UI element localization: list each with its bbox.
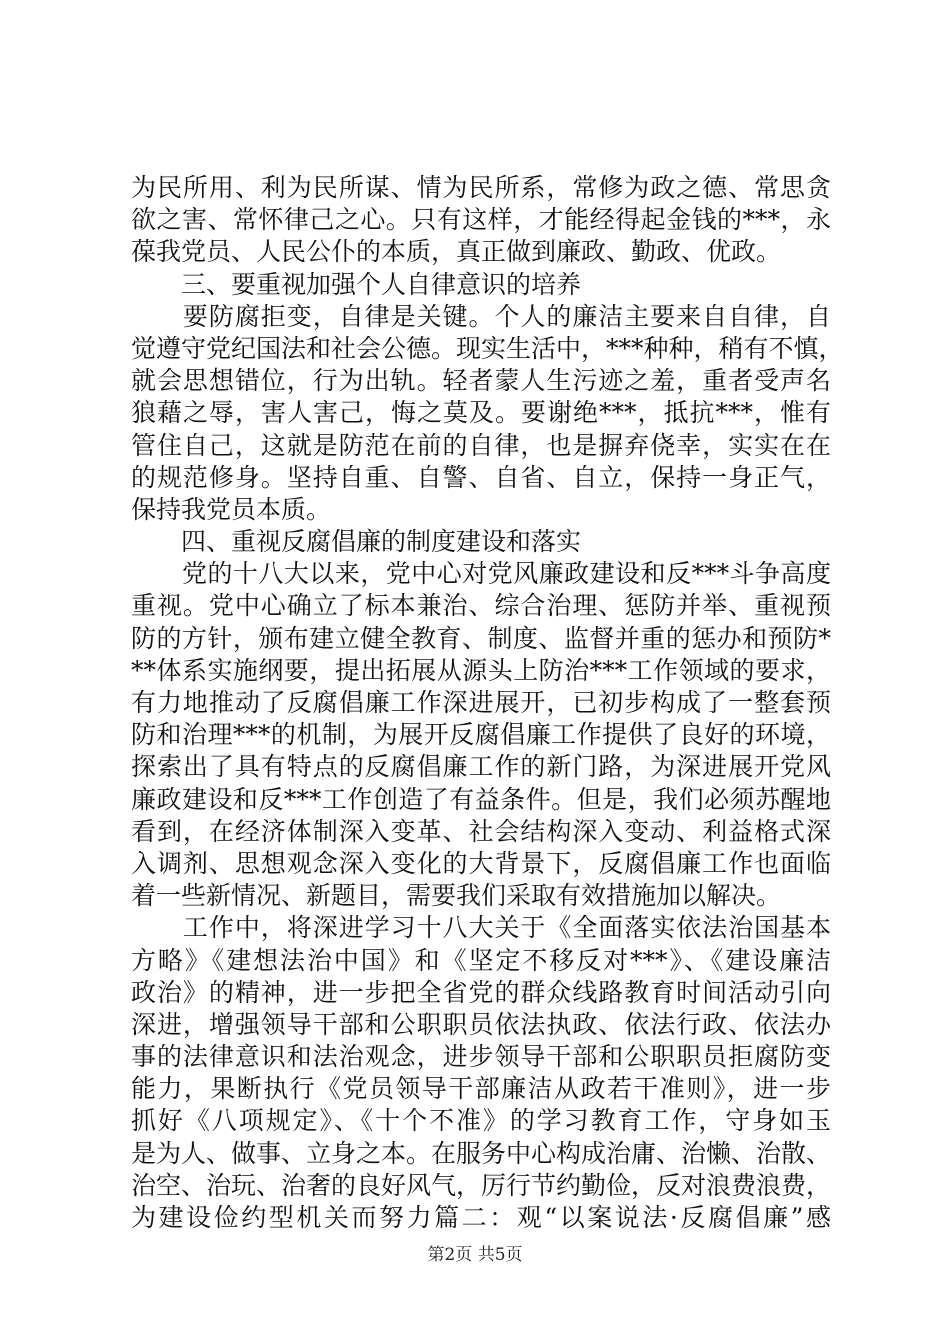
text-line: 觉遵守党纪国法和社会公德。现实生活中，***种种，稍有不慎， [131,333,844,363]
text-line: 入调剂、思想观念深入变化的大背景下，反腐倡廉工作也面临 [131,848,831,878]
text-line: 防的方针，颁布建立健全教育、制度、监督并重的惩办和预防* [131,623,831,653]
text-line: 政治》的精神，进一步把全省党的群众线路教育时间活动引向 [131,977,831,1007]
text-line: 廉政建设和反***工作创造了有益条件。但是，我们必须苏醒地 [131,784,831,814]
text-line: 为建设俭约型机关而努力篇二：观“以案说法·反腐倡廉”感 [131,1203,831,1232]
text-line: 方略》《建想法治中国》和《坚定不移反对***》、《建设廉洁 [131,945,831,975]
text-line: 着一些新情况、新题目，需要我们采取有效措施加以解决。 [131,881,782,911]
text-line: 防和治理***的机制，为展开反腐倡廉工作提供了良好的环境， [131,720,831,750]
text-line: 要防腐拒变，自律是关键。个人的廉洁主要来自自律，自 [131,301,831,331]
page-footer: 第2页 共5页 [427,1245,523,1265]
text-line: 欲之害、常怀律己之心。只有这样，才能经得起金钱的***，永 [131,205,831,235]
text-line: 治空、治玩、治奢的良好风气，厉行节约勤俭，反对浪费浪费， [131,1170,832,1200]
text-line: 葆我党员、人民公仆的本质，真正做到廉政、勤政、优政。 [131,237,782,267]
text-line: 是为人、做事、立身之本。在服务中心构成治庸、治懒、治散、 [131,1138,832,1168]
text-line: 管住自己，这就是防范在前的自律，也是摒弃侥幸，实实在在 [131,430,831,460]
text-line: 探索出了具有特点的反腐倡廉工作的新门路，为深进展开党风 [131,752,831,782]
section-heading: 四、重视反腐倡廉的制度建设和落实 [131,527,582,557]
text-line: 为民所用、利为民所谋、情为民所系，常修为政之德、常思贪 [131,173,831,202]
text-line: **体系实施纲要，提出拓展从源头上防治***工作领域的要求， [131,655,831,685]
section-heading: 三、要重视加强个人自律意识的培养 [131,269,582,299]
text-line: 深进，增强领导干部和公职职员依法执政、依法行政、依法办 [131,1009,831,1039]
text-line: 看到，在经济体制深入变革、社会结构深入变动、利益格式深 [131,816,831,846]
body-text [131,172,844,1234]
text-line: 就会思想错位，行为出轨。轻者蒙人生污迹之羞，重者受声名 [131,366,831,396]
text-line: 党的十八大以来，党中心对党风廉政建设和反***斗争高度 [131,559,831,589]
text-line: 能力，果断执行《党员领导干部廉洁从政若干准则》，进一步 [131,1074,831,1104]
text-line: 的规范修身。坚持自重、自警、自省、自立，保持一身正气， [131,462,831,492]
text-line: 工作中，将深进学习十八大关于《全面落实依法治国基本 [131,913,831,943]
text-line: 重视。党中心确立了标本兼治、综合治理、惩防并举、重视预 [131,591,831,621]
text-line: 抓好《八项规定》、《十个不准》的学习教育工作，守身如玉 [131,1106,831,1136]
text-line: 事的法律意识和法治观念，进步领导干部和公职职员拒腐防变 [131,1042,831,1072]
text-line: 有力地推动了反腐倡廉工作深进展开，已初步构成了一整套预 [131,688,831,717]
text-line: 保持我党员本质。 [131,494,332,524]
text-line: 狼藉之辱，害人害己，悔之莫及。要谢绝***，抵抗***，惟有 [131,398,831,428]
